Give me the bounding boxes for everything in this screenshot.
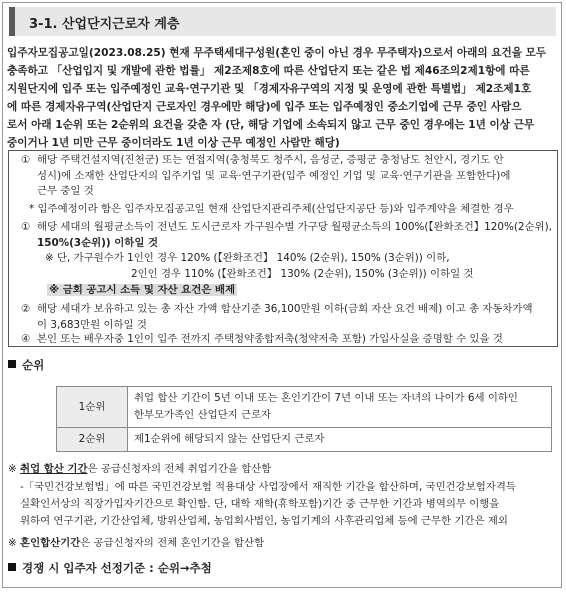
section-title-bar: [9, 7, 556, 36]
note-text: 은 공급신청자의 전체 혼인기간을 합산함: [80, 537, 265, 549]
item-sub-highlight: [23, 283, 553, 299]
item-number: ①: [21, 154, 31, 166]
note-detail-line: 위하여 연구기관, 기간산업체, 방위산업체, 농업회사법인, 농업기계의 사후관리업체 등에 근무한 기간은 제외: [20, 515, 508, 527]
item-number: ①: [21, 221, 31, 233]
requirement-item: [23, 153, 553, 200]
item-line: 해당 주택건설지역(진천군) 또는 연접지역(충청북도 청주시, 음성군, 증평군 충청남도 천안시, 경기도 안: [37, 154, 504, 166]
requirements-box: [8, 150, 558, 347]
item-line: 본인 또는 배우자중 1인이 입주 전까지 주택청약종합저축(청약저축 포함) 가입사실을 증명할 수 있을 것: [37, 333, 503, 345]
note-detail: [8, 479, 560, 530]
item-sub: 2인인 경우 110% (【완화조건】 130% (2순위), 150% (3순위)) 이하일 것: [131, 267, 474, 280]
section-title: 3-1. 산업단지근로자 계층: [29, 17, 180, 32]
table-row: [57, 428, 552, 452]
intro-line: 입주자모집공고일(2023.08.25) 현재 무주택세대구성원(혼인 중이 아닌 경우 무주택자)으로서 아래의 요건을 모두: [7, 47, 547, 59]
note-term: 혼인합산기간: [20, 537, 81, 549]
intro-line: 지원단지에 입주 또는 입주예정인 교육·연구기관 및 「경제자유구역의 지정 및 운영에 관한 특별법」 제2조제1호: [7, 83, 532, 95]
desc-cell: [128, 387, 552, 428]
table-row: [57, 387, 552, 428]
item-line: 해당 세대의 월평균소득이 전년도 도시근로자 가구원수별 가구당 월평균소득의 100%(【완화조건】120%(2순위),: [37, 221, 552, 233]
note-detail-line: -「국민건강보험법」에 따른 국민건강보험 적용대상 사업장에서 재직한 기간을 합산하며, 국민건강보험자격득: [20, 481, 516, 493]
desc-line: 한부모가족인 산업단지 근로자: [134, 409, 272, 421]
competition-heading-text: 경쟁 시 입주자 선정기준 : 순위→추첨: [22, 561, 212, 575]
note-marriage: [8, 535, 558, 552]
star-note: [23, 202, 553, 218]
rank-cell: 1순위: [57, 387, 128, 428]
rank-section-heading: [8, 357, 44, 373]
rank-heading-text: 순위: [22, 358, 45, 372]
note-mark: ※: [8, 463, 17, 475]
item-line: 성시)에 소재한 산업단지의 입주기업 및 교육·연구기관(입주 예정인 기업 및 교육·연구기관을 포함한다)에: [37, 169, 511, 182]
item-line: 이 3,683만원 이하일 것: [37, 318, 147, 331]
item-number: ④: [21, 333, 31, 345]
note-mark: ※: [8, 537, 17, 549]
item-number: ②: [21, 303, 31, 315]
desc-line: 제1순위에 해당되지 않는 산업단지 근로자: [134, 433, 325, 445]
requirement-item: [23, 220, 553, 299]
item-line: 근무 중일 것: [37, 185, 94, 197]
desc-line: 취업 합산 기간이 5년 이내 또는 혼인기간이 7년 이내 또는 자녀의 나이가 6세 이하인: [134, 392, 518, 404]
item-line: 해당 세대가 보유하고 있는 총 자산 가액 합산기준 36,100만원 이하(금회 자산 요건 배제) 이고 총 자동차가액: [37, 303, 533, 315]
intro-line: 로서 아래 1순위 또는 2순위의 요건을 갖춘 자 (단, 해당 기업에 소속되지 않고 근무 중인 경우에는 1년 이상 근무: [7, 119, 535, 131]
item-line: 150%(3순위)) 이하일 것: [37, 236, 159, 249]
note-term: 취업 합산 기간: [20, 463, 88, 475]
exclusion-note: ※ 금회 공고시 소득 및 자산 요건은 배제: [49, 284, 235, 296]
star-note-text: * 입주예정이라 함은 입주자모집공고일 현재 산업단지관리주체(산업단지공단 등)와 입주계약을 체결한 경우: [29, 203, 514, 215]
note-text: 은 공급신청자의 전체 취업기간을 합산함: [87, 463, 272, 475]
requirement-item: [23, 332, 553, 348]
note-employment: [8, 461, 558, 478]
intro-paragraph: [7, 44, 559, 152]
intro-line: 에 따른 경제자유구역(산업단지 근로자인 경우에만 해당)에 입주 또는 입주예정인 중소기업에 근무 중인 사람으: [7, 101, 522, 113]
square-bullet-icon: [8, 360, 16, 368]
rank-table: [56, 386, 552, 452]
square-bullet-icon: [8, 563, 16, 571]
requirement-item: [23, 302, 553, 333]
intro-line: 중이거나 1년 미만 근무 중이더라도 1년 이상 근무 예정인 사람만 해당): [7, 137, 340, 149]
rank-cell: 2순위: [57, 428, 128, 452]
desc-cell: [128, 428, 552, 452]
competition-section-heading: [8, 560, 212, 576]
intro-line: 충족하고 「산업입지 및 개발에 관한 법률」 제2조제8호에 따른 산업단지 또는 같은 법 제46조의2제1항에 따른: [7, 65, 530, 77]
item-sub: ※ 단, 가구원수가 1인인 경우 120% (【완화조건】 140% (2순위), 150% (3순위)) 이하,: [45, 252, 450, 264]
note-detail-line: 실확인서상의 직장가입자기간으로 확인함. 단, 대학 재학(휴학포함)기간 중 근무한 기간과 병역의무 이행을: [20, 498, 500, 510]
